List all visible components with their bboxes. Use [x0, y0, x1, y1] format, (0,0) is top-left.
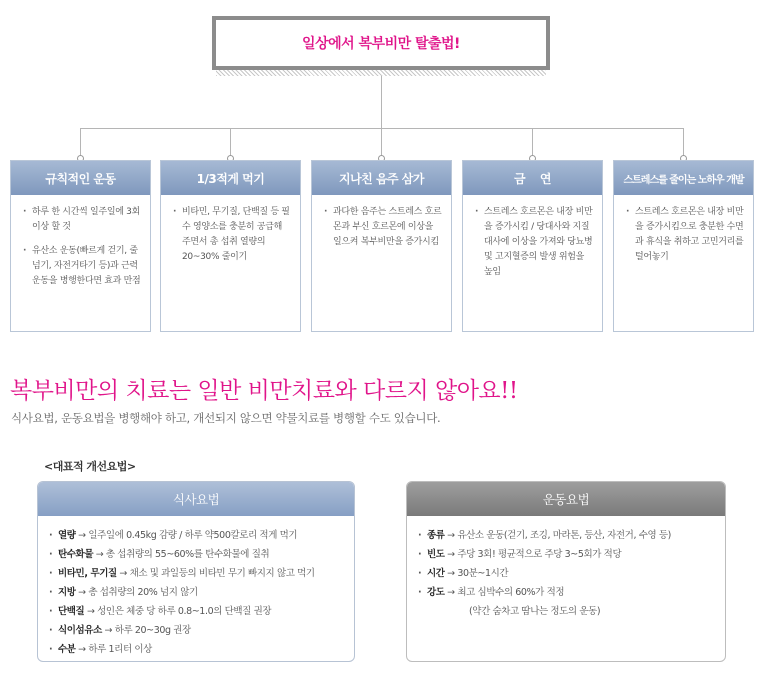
diet-row-key: 탄수화물 [58, 549, 94, 560]
card-no-smoking [462, 160, 603, 332]
card-item: · 유산소 운동(빠르게 걷기, 줄넘기, 자전거타기 등)과 근력운동을 병행한다면 효과 만점 [23, 244, 142, 289]
subline: 식사요법, 운동요법을 병행해야 하고, 개선되지 않으면 약물치료를 병행할 수도 있습니다. [11, 411, 441, 425]
card-item: · 비타민, 무기질, 단백질 등 필수 영양소를 충분히 공급해 주면서 총 섭취 열량의 20~30% 줄이기 [173, 205, 292, 265]
exercise-panel [406, 481, 726, 662]
section-label: <대표적 개선요법> [44, 460, 136, 473]
page-title: 일상에서 복부비만 탈출법! [302, 36, 460, 52]
card-item: · 하루 한 시간씩 일주일에 3회 이상 할 것 [23, 205, 142, 235]
connector-drop-5 [683, 128, 684, 158]
card-title: 지나친 음주 삼가 [312, 161, 451, 195]
diet-panel-title: 식사요법 [38, 482, 354, 516]
exercise-row [417, 583, 715, 602]
diet-row-key: 비타민, 무기질 [58, 568, 117, 579]
card-title: 규칙적인 운동 [11, 161, 150, 195]
connector-trunk [381, 76, 382, 128]
headline: 복부비만의 치료는 일반 비만치료와 다르지 않아요!! [10, 378, 518, 404]
diet-row-key: 열량 [58, 530, 76, 541]
exercise-row-text: → 유산소 운동(걷기, 조깅, 마라톤, 등산, 자전거, 수영 등) [444, 530, 671, 541]
diet-row-text: → 하루 1리터 이상 [75, 644, 152, 655]
card-regular-exercise [10, 160, 151, 332]
exercise-row [417, 545, 715, 564]
diet-row [48, 583, 344, 602]
diet-panel [37, 481, 355, 662]
connector-drop-3 [381, 128, 382, 158]
diet-row [48, 621, 344, 640]
exercise-row-text: → 30분~1시간 [444, 568, 509, 579]
connector-drop-4 [532, 128, 533, 158]
exercise-row-key: 시간 [427, 568, 445, 579]
diet-row-text: → 성인은 체중 당 하루 0.8~1.0의 단백질 권장 [84, 606, 272, 617]
card-item: · 스트레스 호르몬은 내장 비만을 증가시킴으로 충분한 수면과 휴식을 취하고 고민거리를 털어놓기 [626, 205, 745, 265]
diet-row-key: 수분 [58, 644, 76, 655]
diet-row [48, 640, 344, 659]
title-box [212, 16, 550, 70]
exercise-row-key: 종류 [427, 530, 445, 541]
exercise-row-text: → 주당 3회! 평균적으로 주당 3~5회가 적당 [444, 549, 622, 560]
diet-row [48, 602, 344, 621]
exercise-note: (약간 숨차고 땀나는 정도의 운동) [469, 606, 601, 617]
diet-row-text: → 하루 20~30g 권장 [101, 625, 191, 636]
exercise-row [417, 526, 715, 545]
card-limit-alcohol [311, 160, 452, 332]
diet-row-text: → 채소 및 과일등의 비타민 무기 빠지지 않고 먹기 [116, 568, 315, 579]
diet-row-text: → 일주일에 0.45kg 감량 / 하루 약500칼로리 적게 먹기 [75, 530, 298, 541]
diet-row-key: 지방 [58, 587, 76, 598]
diet-row-key: 식이섬유소 [58, 625, 102, 636]
diet-row-key: 단백질 [58, 606, 85, 617]
diet-row [48, 564, 344, 583]
card-stress-management [613, 160, 754, 332]
exercise-panel-title: 운동요법 [407, 482, 725, 516]
card-eat-less [160, 160, 301, 332]
exercise-row [417, 564, 715, 583]
diet-row [48, 545, 344, 564]
card-title: 1/3적게 먹기 [161, 161, 300, 195]
exercise-row-key: 강도 [427, 587, 445, 598]
card-title: 금 연 [463, 161, 602, 195]
diet-row-text: → 총 섭취량의 55~60%를 탄수화물에 질취 [93, 549, 270, 560]
connector-drop-2 [230, 128, 231, 158]
diet-row-text: → 총 섭취량의 20% 넘지 않기 [75, 587, 198, 598]
card-item: · 스트레스 호르몬은 내장 비만을 증가시킴 / 당대사와 지질대사에 이상을 가져와 당뇨병 및 고지혈증의 발생 위험을 높임 [475, 205, 594, 280]
card-title: 스트레스를 줄이는 노하우 개발 [614, 161, 753, 195]
diet-row [48, 526, 344, 545]
card-item: · 과다한 음주는 스트레스 호르몬과 부신 호르몬에 이상을 일으켜 복부비만을 증가시킴 [324, 205, 443, 250]
exercise-row-key: 빈도 [427, 549, 445, 560]
exercise-row-text: → 최고 심박수의 60%가 적정 [444, 587, 565, 598]
connector-drop-1 [80, 128, 81, 158]
